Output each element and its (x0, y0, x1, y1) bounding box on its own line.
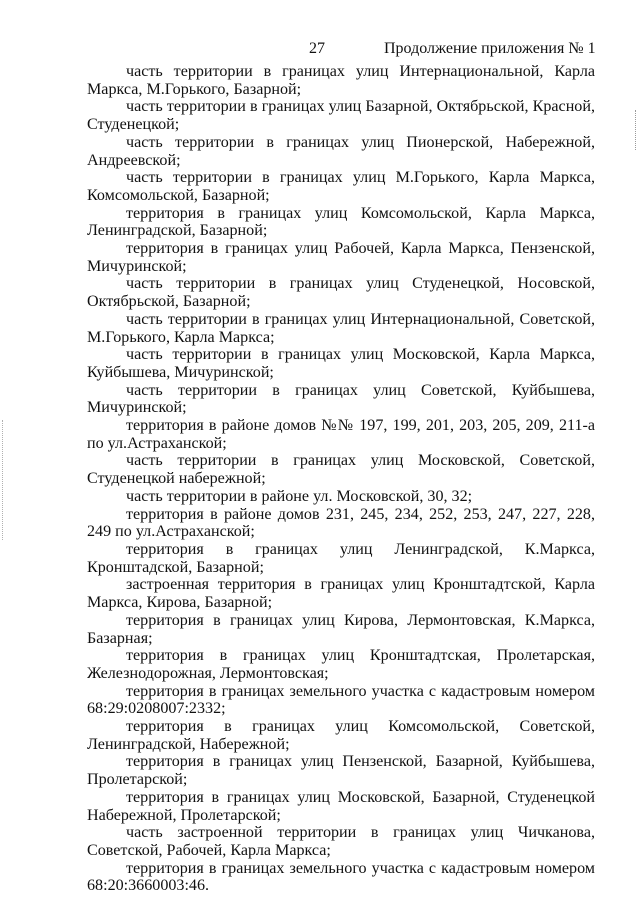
list-item: территория в районе домов №№ 197, 199, 201, 203, 205, 209, 211-а по ул.Астраханской; (87, 417, 595, 452)
list-item: застроенная территория в границах улиц Кронштадтской, Карла Маркса, Кирова, Базарной; (87, 576, 595, 612)
list-item: часть территории в границах улиц Интернациональной, Карла Маркса, М.Горького, Базарной; (87, 63, 595, 98)
list-item: часть территории в границах улиц М.Горького, Карла Маркса, Комсомольской, Базарной; (87, 169, 595, 204)
appendix-continuation-header: Продолжение приложения № 1 (384, 40, 596, 57)
list-item: территория в границах улиц Рабочей, Карла Маркса, Пензенской, Мичуринской; (87, 240, 595, 275)
list-item: часть территории в границах улиц Базарной, Октябрьской, Красной, Студенецкой; (87, 98, 595, 134)
territory-list (87, 63, 595, 895)
list-item: часть территории в границах улиц Московской, Советской, Студенецкой набережной; (87, 452, 595, 488)
list-item: часть территории в районе ул. Московской, 30, 32; (126, 487, 473, 505)
scan-margin-artifact (631, 110, 636, 150)
scan-margin-artifact (2, 420, 6, 540)
list-item: территория в границах улиц Кронштадтская, Пролетарская, Железнодорожная, Лермонтовская; (87, 647, 595, 682)
list-item: территория в границах улиц Пензенской, Базарной, Куйбышева, Пролетарской; (87, 753, 595, 789)
list-item: территория в районе домов 231, 245, 234, 252, 253, 247, 227, 228, 249 по ул.Астраханской; (87, 505, 595, 541)
list-item: часть территории в границах улиц Советской, Куйбышева, Мичуринской; (87, 381, 595, 417)
list-item: территория в границах земельного участка с кадастровым номером 68:20:3660003:46. (87, 859, 595, 895)
list-item: территория в границах улиц Ленинградской, К.Маркса, Кронштадской, Базарной; (87, 540, 595, 576)
list-item: территория в границах улиц Комсомольской, Карла Маркса, Ленинградской, Базарной; (87, 204, 595, 240)
list-item: часть территории в границах улиц Студенецкой, Носовской, Октябрьской, Базарной; (87, 275, 595, 311)
list-item: территория в границах земельного участка с кадастровым номером 68:29:0208007:2332; (87, 682, 595, 718)
list-item: часть территории в границах улиц Московской, Карла Маркса, Куйбышева, Мичуринской; (87, 346, 595, 381)
list-item: территория в границах улиц Комсомольской, Советской, Ленинградской, Набережной; (87, 718, 595, 753)
list-item: часть территории в границах улиц Интернациональной, Советской, М.Горького, Карла Маркса; (87, 310, 595, 346)
list-item: часть застроенной территории в границах улиц Чичканова, Советской, Рабочей, Карла Маркса; (87, 824, 595, 859)
page-number: 27 (309, 40, 325, 57)
list-item: территория в границах улиц Кирова, Лермонтовская, К.Маркса, Базарная; (87, 611, 595, 647)
list-item: территория в границах улиц Московской, Базарной, Студенецкой Набережной, Пролетарской; (87, 788, 595, 824)
list-item: часть территории в границах улиц Пионерской, Набережной, Андреевской; (87, 133, 595, 169)
